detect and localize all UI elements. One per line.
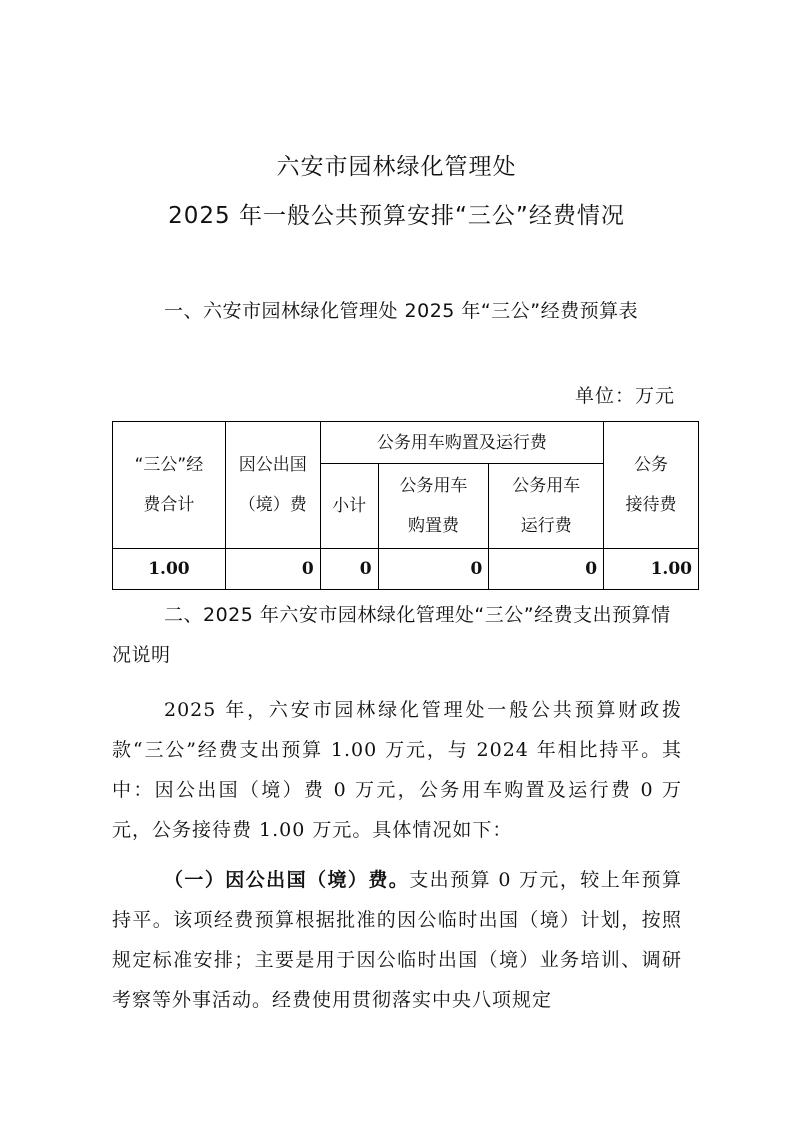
cell-total: 1.00 bbox=[113, 549, 226, 590]
paragraph-abroad-body: 支出预算 0 万元，较上年预算持平。该项经费预算根据批准的因公临时出国（境）计划，按照规定标准安排；主要是用于因公临时出国（境）业务培训、调研考察等外事活动。经费使用贯彻落实中央八项规定 bbox=[112, 869, 682, 1011]
cell-operation: 0 bbox=[489, 549, 604, 590]
header-abroad-line1: 因公出国 bbox=[238, 455, 307, 475]
header-purchase-line2: 购置费 bbox=[407, 516, 459, 536]
paragraph-abroad-lead: （一）因公出国（境）费。 bbox=[164, 869, 410, 891]
section1-heading: 一、六安市园林绿化管理处 2025 年“三公”经费预算表 bbox=[164, 300, 639, 322]
section2-heading: 二、2025 年六安市园林绿化管理处“三公”经费支出预算情况说明 bbox=[112, 604, 671, 666]
header-abroad-line2: （境）费 bbox=[238, 495, 307, 515]
cell-purchase: 0 bbox=[378, 549, 489, 590]
header-operation-line1: 公务用车 bbox=[512, 476, 581, 496]
header-operation-line2: 运行费 bbox=[520, 516, 572, 536]
header-total bbox=[113, 422, 226, 549]
document-title-line2: 2025 年一般公共预算安排“三公”经费情况 bbox=[168, 203, 625, 229]
header-operation bbox=[489, 464, 604, 549]
paragraph-summary: 2025 年，六安市园林绿化管理处一般公共预算财政拨款“三公”经费支出预算 1.00 万元，与 2024 年相比持平。其中：因公出国（境）费 0 万元，公务用车购置及运行费 0 万元，公务接待费 1.00 万元。具体情况如下： bbox=[112, 699, 682, 841]
cell-subtotal: 0 bbox=[320, 549, 378, 590]
table-header-row-1 bbox=[113, 422, 699, 464]
cell-abroad: 0 bbox=[225, 549, 320, 590]
unit-label: 单位：万元 bbox=[574, 385, 675, 407]
header-reception-line1: 公务 bbox=[634, 455, 669, 475]
header-total-line2: 费合计 bbox=[143, 495, 195, 515]
header-purchase bbox=[378, 464, 489, 549]
budget-table bbox=[112, 421, 699, 590]
header-reception-line2: 接待费 bbox=[625, 495, 677, 515]
header-purchase-line1: 公务用车 bbox=[399, 476, 468, 496]
paragraph-abroad-expense bbox=[112, 860, 682, 1020]
document-title-line1: 六安市园林绿化管理处 bbox=[276, 154, 517, 180]
header-subtotal: 小计 bbox=[320, 464, 378, 549]
header-abroad bbox=[225, 422, 320, 549]
header-total-line1: “三公”经 bbox=[134, 455, 204, 475]
header-reception bbox=[604, 422, 699, 549]
header-vehicle-group: 公务用车购置及运行费 bbox=[320, 422, 603, 464]
cell-reception: 1.00 bbox=[604, 549, 699, 590]
table-row bbox=[113, 549, 699, 590]
